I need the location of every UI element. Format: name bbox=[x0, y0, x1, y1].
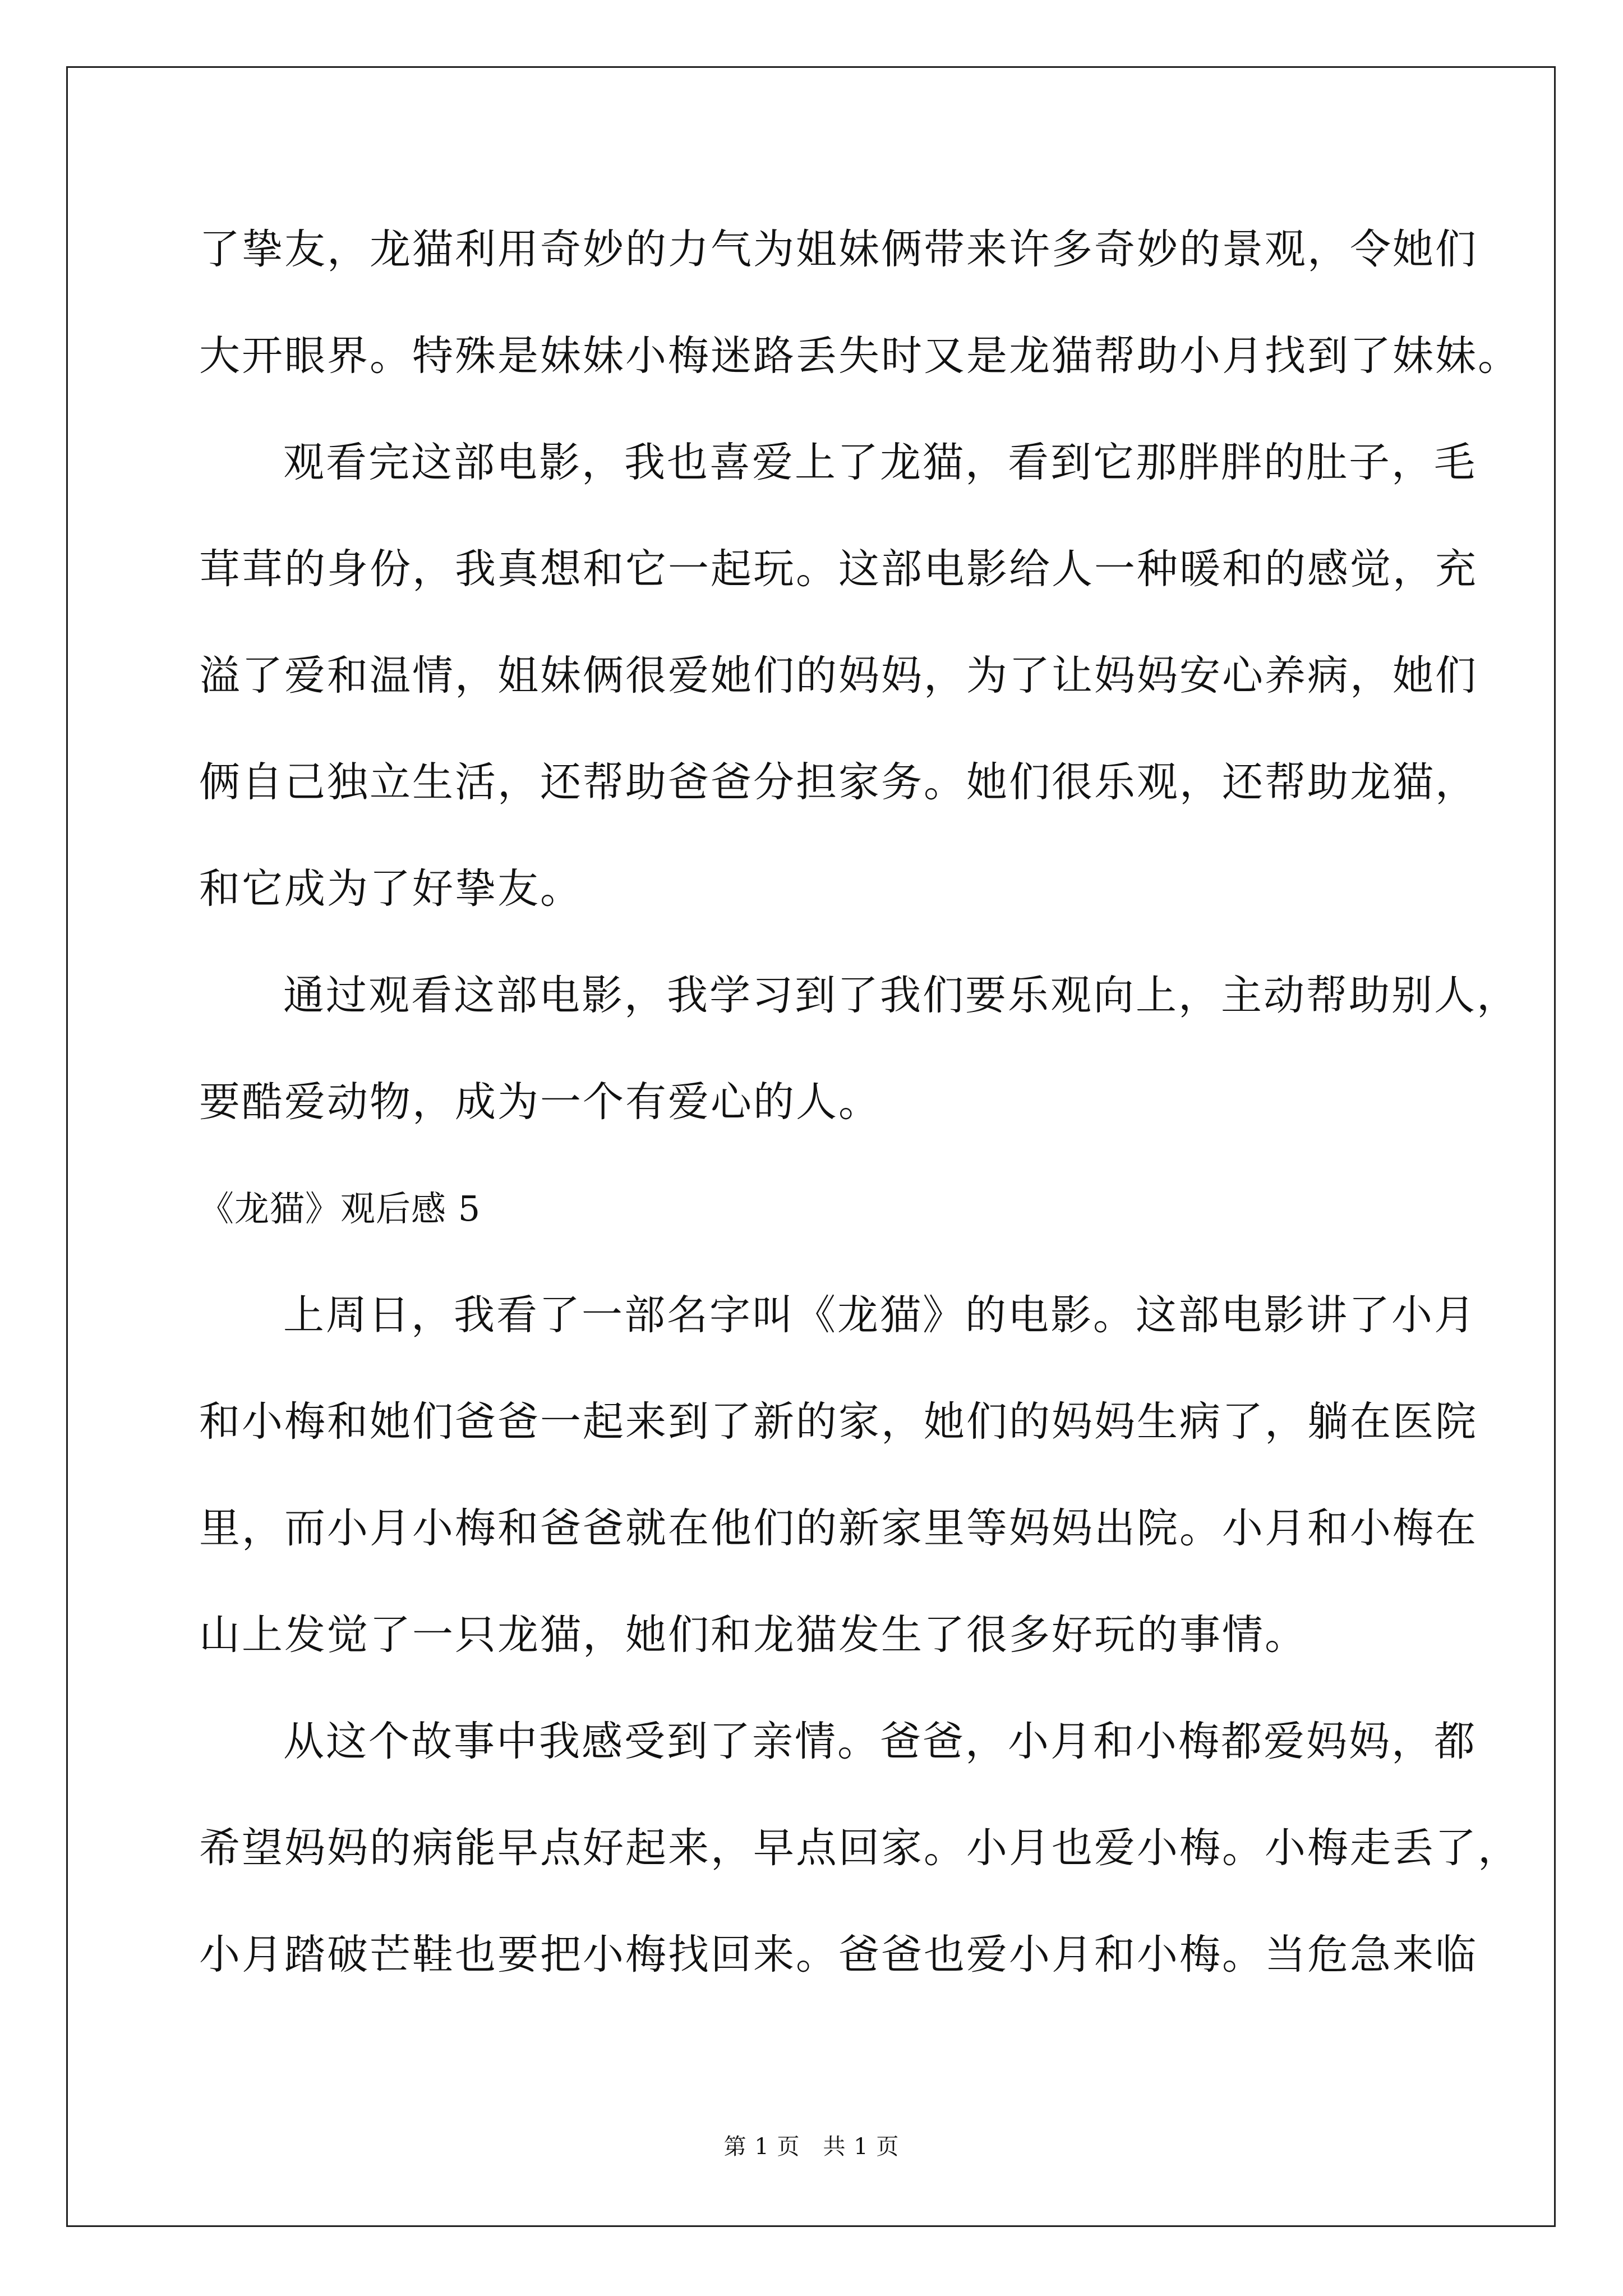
text-line: 和小梅和她们爸爸一起来到了新的家，她们的妈妈生病了，躺在医院 bbox=[199, 1398, 1478, 1446]
paragraph-start-line: 观看完这部电影，我也喜爱上了龙猫，看到它那胖胖的肚子，毛 bbox=[283, 439, 1477, 486]
text-line: 俩自己独立生活，还帮助爸爸分担家务。她们很乐观，还帮助龙猫， bbox=[199, 758, 1478, 806]
text-line: 溢了爱和温情，姐妹俩很爱她们的妈妈，为了让妈妈安心养病，她们 bbox=[199, 652, 1478, 700]
section-heading: 《龙猫》观后感 5 bbox=[199, 1188, 481, 1229]
paragraph-start-line: 上周日，我看了一部名字叫《龙猫》的电影。这部电影讲了小月 bbox=[283, 1291, 1477, 1339]
text-line: 和它成为了好挚友。 bbox=[199, 865, 583, 913]
text-line: 茸茸的身份，我真想和它一起玩。这部电影给人一种暖和的感觉，充 bbox=[199, 545, 1478, 593]
document-body bbox=[199, 208, 1520, 2019]
paragraph-start-line: 通过观看这部电影，我学习到了我们要乐观向上，主动帮助别人， bbox=[283, 972, 1519, 1019]
text-line: 了挚友，龙猫利用奇妙的力气为姐妹俩带来许多奇妙的景观，令她们 bbox=[199, 226, 1478, 273]
page-footer: 第 1 页 共 1 页 bbox=[723, 2134, 900, 2160]
text-line: 要酷爱动物，成为一个有爱心的人。 bbox=[199, 1078, 881, 1126]
text-line: 小月踏破芒鞋也要把小梅找回来。爸爸也爱小月和小梅。当危急来临 bbox=[199, 1931, 1478, 1978]
text-line: 希望妈妈的病能早点好起来，早点回家。小月也爱小梅。小梅走丢了， bbox=[199, 1824, 1520, 1872]
text-line: 大开眼界。特殊是妹妹小梅迷路丢失时又是龙猫帮助小月找到了妹妹。 bbox=[199, 332, 1520, 380]
text-line: 里，而小月小梅和爸爸就在他们的新家里等妈妈出院。小月和小梅在 bbox=[199, 1504, 1478, 1552]
text-line: 山上发觉了一只龙猫，她们和龙猫发生了很多好玩的事情。 bbox=[199, 1611, 1307, 1659]
paragraph-start-line: 从这个故事中我感受到了亲情。爸爸，小月和小梅都爱妈妈，都 bbox=[283, 1718, 1477, 1765]
